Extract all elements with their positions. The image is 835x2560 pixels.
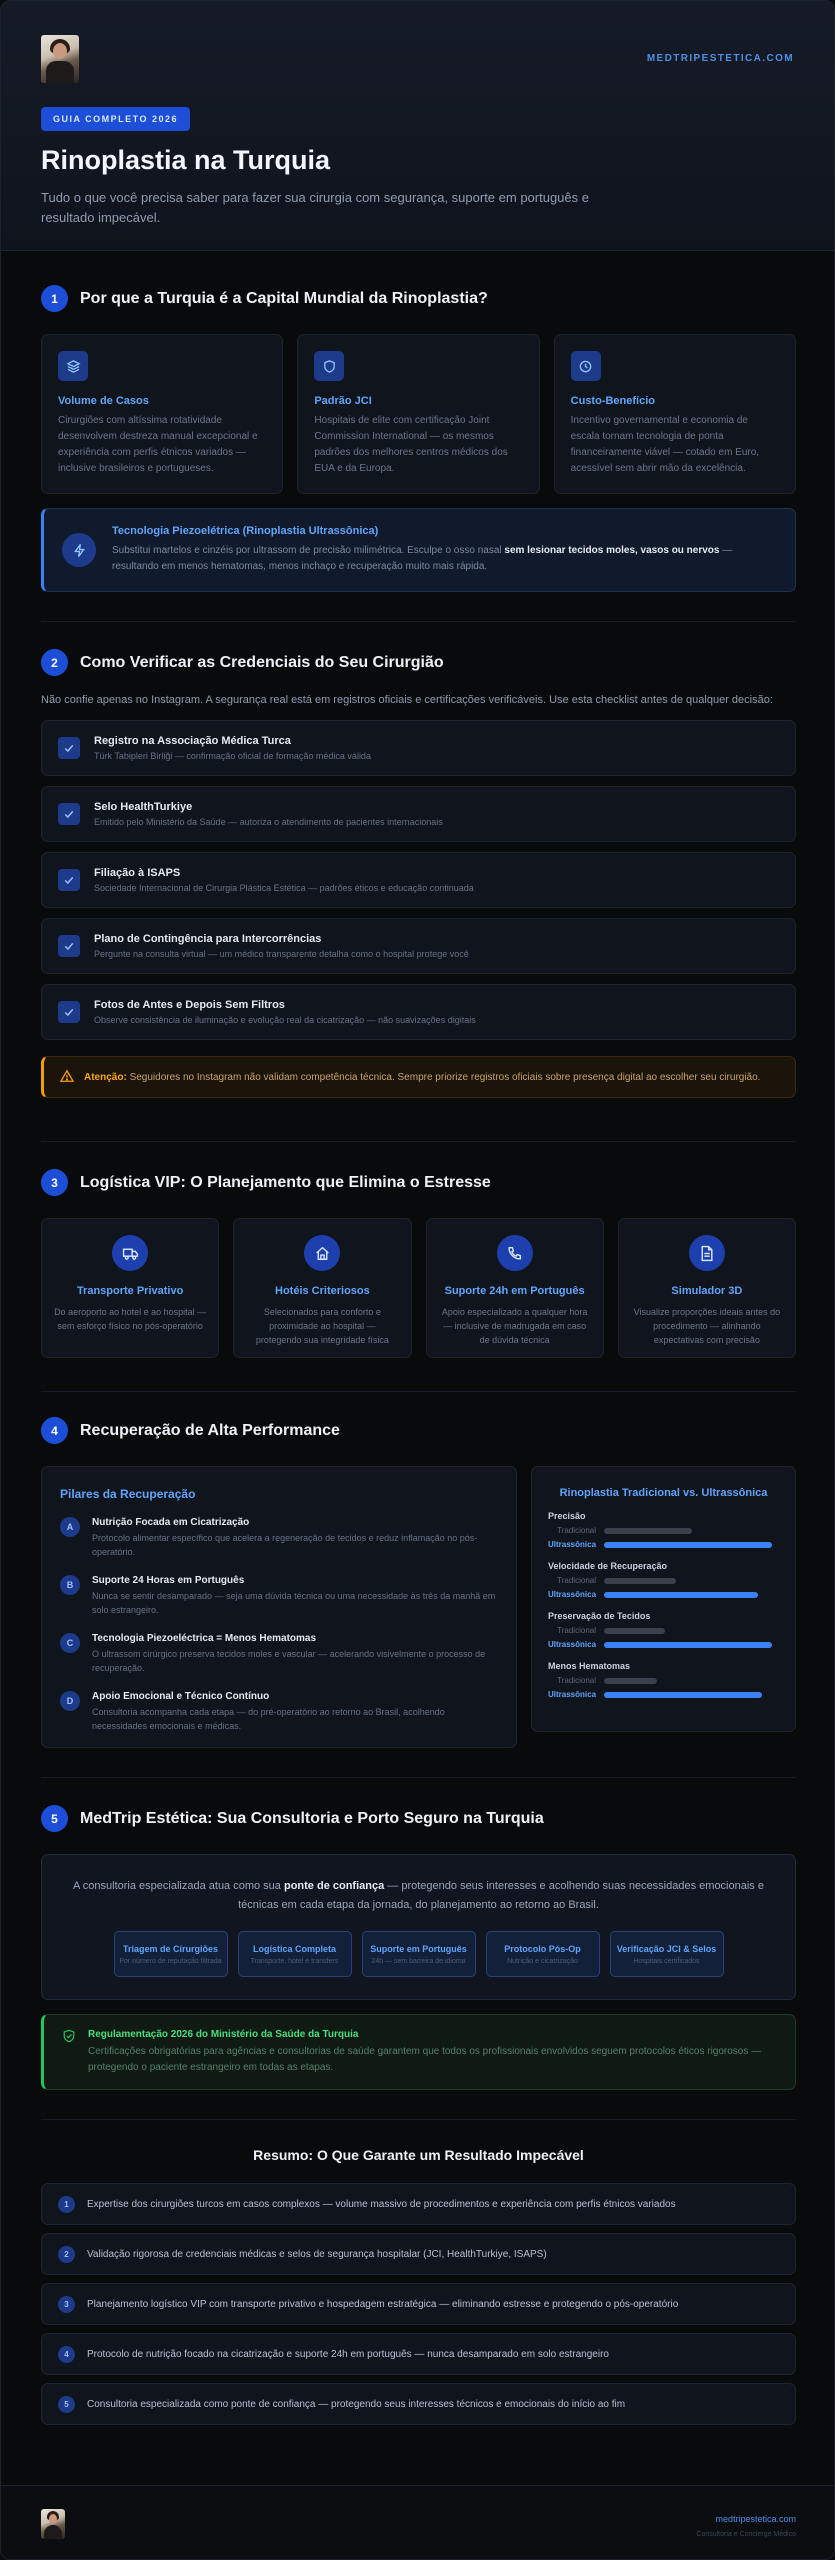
summary-item: [41, 2283, 796, 2325]
lightning-icon: [62, 533, 96, 567]
section-number: 5: [41, 1805, 68, 1832]
bar-tradicional: [604, 1578, 676, 1584]
comparison-title: Rinoplastia Tradicional vs. Ultrassônica: [559, 1487, 768, 1499]
metric-group: [548, 1611, 779, 1649]
divider: [41, 1777, 796, 1778]
pillar-item: [60, 1517, 498, 1559]
logistics-card-title: Suporte 24h em Português: [444, 1285, 585, 1297]
service-tag: Logística Completa Transporte, hotel e transfers: [238, 1931, 352, 1977]
checklist-item: [41, 852, 796, 908]
bar-tradicional: [604, 1628, 665, 1634]
hero-header: [1, 1, 834, 251]
section-number: 1: [41, 285, 68, 312]
divider: [41, 1391, 796, 1392]
checklist-text: Observe consistência de iluminação e evolução real da cicatrização — não suavizações digitais: [94, 1015, 476, 1025]
category-label: Preservação de Tecidos: [548, 1611, 651, 1621]
section-title: Recuperação de Alta Performance: [80, 1421, 340, 1439]
logistics-card-hotels: [233, 1218, 411, 1358]
logistics-card-text: Visualize proporções ideais antes do procedimento — alinhando expectativas com precisão: [633, 1307, 781, 1345]
shield-check-icon: [62, 2029, 76, 2075]
guide-badge: GUIA COMPLETO 2026: [41, 107, 190, 131]
section-number: 4: [41, 1417, 68, 1444]
layers-icon: [58, 351, 88, 381]
regulation-title: Regulamentação 2026 do Ministério da Saúde da Turquia: [88, 2029, 359, 2040]
pillars-title: Pilares da Recuperação: [60, 1487, 196, 1501]
bar-ultrassonica: [604, 1692, 762, 1698]
summary-number: 2: [58, 2246, 75, 2263]
checklist-title: Plano de Contingência para Intercorrências: [94, 933, 322, 945]
pillar-title: Nutrição Focada em Cicatrização: [92, 1517, 250, 1528]
summary-number: 3: [58, 2296, 75, 2313]
pillar-letter: D: [60, 1691, 80, 1711]
phone-icon: [497, 1235, 533, 1271]
checklist-title: Selo HealthTurkiye: [94, 801, 193, 813]
logistics-card-title: Hotéis Criteriosos: [275, 1285, 370, 1297]
checklist-text: Pergunte na consulta virtual — um médico transparente detalha como o hospital protege você: [94, 949, 469, 959]
service-tag: Verificação JCI & Selos Hospitais certificados: [610, 1931, 724, 1977]
divider: [41, 2119, 796, 2120]
pillar-text: Nunca se sentir desamparado — seja uma dúvida técnica ou uma necessidade às três da manhã em solo estrangeiro.: [92, 1591, 496, 1615]
footer-avatar: [41, 2509, 65, 2539]
warning-text: Atenção: Seguidores no Instagram não validam competência técnica. Sempre priorize registros oficiais sobre presença digital ao escolher seu cirurgião.: [84, 1071, 761, 1083]
document-icon: [689, 1235, 725, 1271]
regulation-box: [41, 2014, 796, 2090]
checklist-title: Filiação à ISAPS: [94, 867, 181, 879]
summary-number: 5: [58, 2396, 75, 2413]
section-title: MedTrip Estética: Sua Consultoria e Porto Seguro na Turquia: [80, 1809, 544, 1827]
checklist-item: [41, 720, 796, 776]
feature-card-cost: [554, 334, 796, 494]
regulation-text: Certificações obrigatórias para agências e consultorias de saúde garantem que todos os profissionais envolvidos seguem protocolos éticos rigorosos — protegendo o paciente estrangeiro em todas as etapas.: [88, 2046, 762, 2073]
home-icon: [304, 1235, 340, 1271]
logistics-card-text: Do aeroporto ao hotel e ao hospital — sem esforço físico no pós-operatório: [54, 1307, 207, 1331]
summary-text: Consultoria especializada como ponte de confiança — protegendo seus interesses técnicos e emocionais do início ao fim: [87, 2398, 626, 2410]
divider: [41, 1141, 796, 1142]
comparison-chart: [548, 1511, 779, 1699]
category-label: Menos Hematomas: [548, 1661, 631, 1671]
pillar-text: Consultoria acompanha cada etapa — do pré-operatório ao retorno ao Brasil, acolhendo necessidades emocionais e médicas.: [92, 1707, 445, 1731]
feature-card-text: Cirurgiões com altíssima rotatividade desenvolvem destreza manual excepcional e experiência com perfis étnicos variados — inclusive brasileiros e portugueses.: [58, 415, 258, 474]
section-title: Como Verificar as Credenciais do Seu Cirurgião: [80, 653, 444, 671]
bar-ultrassonica: [604, 1592, 758, 1598]
series-label: Tradicional: [557, 1676, 596, 1685]
section-title: Logística VIP: O Planejamento que Elimina o Estresse: [80, 1173, 491, 1191]
consultancy-text: A consultoria especializada atua como sua ponte de confiança — protegendo seus interesses e acolhendo suas necessidades emocionais e técnicas em cada etapa da jornada, do planejamento ao retorno ao Brasil.: [73, 1880, 764, 1911]
brand-link[interactable]: MEDTRIPESTETICA.COM: [646, 53, 794, 64]
bar-ultrassonica: [604, 1542, 772, 1548]
service-tag: Suporte em Português 24h — sem barreira de idioma: [362, 1931, 476, 1977]
series-label: Ultrassônica: [548, 1640, 597, 1649]
series-label: Tradicional: [557, 1576, 596, 1585]
consultancy-box: [41, 1854, 796, 2000]
checklist-item: [41, 984, 796, 1040]
divider: [41, 621, 796, 622]
section-number: 3: [41, 1169, 68, 1196]
pillar-letter: B: [60, 1575, 80, 1595]
logistics-card-text: Apoio especializado a qualquer hora — inclusive de madrugada em caso de dúvida técnica: [441, 1307, 588, 1345]
check-icon: [58, 1001, 80, 1023]
checklist-item: [41, 786, 796, 842]
page-title: Rinoplastia na Turquia: [41, 145, 331, 175]
service-tag: Triagem de Cirurgiões Por número de reputação filtrada: [114, 1931, 228, 1977]
summary-text: Protocolo de nutrição focado na cicatrização e suporte 24h em português — nunca desamparado em solo estrangeiro: [87, 2348, 609, 2360]
summary-number: 1: [58, 2196, 75, 2213]
check-icon: [58, 935, 80, 957]
category-label: Velocidade de Recuperação: [548, 1561, 668, 1571]
service-tag: Protocolo Pós-Op Nutrição e cicatrização: [486, 1931, 600, 1977]
section-logistics: [41, 1169, 796, 1358]
footer-tagline: Consultoria e Concierge Médico: [696, 2531, 796, 2538]
summary-item: [41, 2233, 796, 2275]
pillar-title: Suporte 24 Horas em Português: [92, 1575, 245, 1586]
section-recovery: [41, 1417, 796, 1748]
highlight-title: Tecnologia Piezoelétrica (Rinoplastia Ultrassônica): [112, 525, 379, 537]
shield-icon: [314, 351, 344, 381]
piezo-highlight: [41, 508, 796, 592]
metric-group: [548, 1661, 779, 1699]
section-intro: Não confie apenas no Instagram. A segurança real está em registros oficiais e certificações verificáveis. Use esta checklist antes de qualquer decisão:: [41, 694, 773, 706]
checklist-title: Fotos de Antes e Depois Sem Filtros: [94, 999, 285, 1011]
highlight-text: Substitui martelos e cinzéis por ultrassom de precisão milimétrica. Esculpe o osso nasal sem lesionar tecidos moles, vasos ou nervos — resultando em menos hematomas, menos inchaço e recuperação muito mais rápida.: [112, 545, 733, 572]
series-label: Ultrassônica: [548, 1690, 597, 1699]
pillar-item: [60, 1691, 498, 1733]
checklist-text: Türk Tabipleri Birliği — confirmação oficial de formação médica válida: [94, 751, 371, 761]
page-subtitle: Tudo o que você precisa saber para fazer sua cirurgia com segurança, suporte em português e resultado impecável.: [41, 190, 589, 225]
pillar-title: Tecnologia Piezoeléctrica = Menos Hematomas: [92, 1633, 317, 1644]
avatar: [41, 35, 79, 83]
checklist-item: [41, 918, 796, 974]
footer-site-link[interactable]: medtripestetica.com: [715, 2514, 796, 2524]
section-title: Por que a Turquia é a Capital Mundial da Rinoplastia?: [80, 289, 488, 307]
summary-item: [41, 2383, 796, 2425]
summary-number: 4: [58, 2346, 75, 2363]
summary-item: [41, 2183, 796, 2225]
warning-box: [41, 1056, 796, 1098]
feature-card-jci: [297, 334, 539, 494]
pillar-text: Protocolo alimentar específico que acelera a regeneração de tecidos e reduz inflamação no pós-operatório.: [92, 1533, 478, 1557]
logistics-card-title: Simulador 3D: [671, 1285, 743, 1297]
comparison-chart-card: [531, 1466, 796, 1732]
recovery-pillars-card: [41, 1466, 517, 1748]
logistics-card-simulator: [618, 1218, 796, 1358]
check-icon: [58, 869, 80, 891]
summary-text: Validação rigorosa de credenciais médicas e selos de segurança hospitalar (JCI, HealthTurkiye, ISAPS): [87, 2248, 547, 2260]
checklist-text: Sociedade Internacional de Cirurgia Plástica Estética — padrões éticos e educação continuada: [94, 883, 474, 893]
feature-card-text: Incentivo governamental e economia de escala tornam tecnologia de ponta financeiramente viável — cotado em Euro, acessível sem abrir mão da excelência.: [570, 415, 760, 474]
feature-card-title: Padrão JCI: [314, 395, 372, 407]
clock-icon: [571, 351, 601, 381]
section-number: 2: [41, 649, 68, 676]
bar-tradicional: [604, 1528, 692, 1534]
feature-card-text: Hospitais de elite com certificação Joint Commission International — os mesmos padrões dos melhores centros médicos dos EUA e da Europa.: [314, 415, 508, 474]
pillar-letter: A: [60, 1517, 80, 1537]
pillar-text: O ultrassom cirúrgico preserva tecidos moles e vascular — acelerando visivelmente o processo de recuperação.: [92, 1649, 486, 1673]
feature-card-volume: [41, 334, 283, 494]
pillar-letter: C: [60, 1633, 80, 1653]
logistics-card-title: Transporte Privativo: [76, 1285, 184, 1297]
checklist-title: Registro na Associação Médica Turca: [94, 735, 291, 747]
summary-item: [41, 2333, 796, 2375]
section-summary: [41, 2147, 796, 2425]
pillar-title: Apoio Emocional e Técnico Contínuo: [92, 1691, 270, 1702]
category-label: Precisão: [548, 1511, 586, 1521]
pillar-item: [60, 1633, 498, 1675]
series-label: Tradicional: [557, 1626, 596, 1635]
check-icon: [58, 803, 80, 825]
summary-text: Planejamento logístico VIP com transporte privativo e hospedagem estratégica — eliminando estresse e protegendo o pós-operatório: [87, 2298, 679, 2310]
summary-title: Resumo: O Que Garante um Resultado Impecável: [253, 2147, 584, 2163]
checklist-text: Emitido pelo Ministério da Saúde — autoriza o atendimento de pacientes internacionais: [94, 817, 443, 827]
logistics-card-support: [426, 1218, 604, 1358]
bar-tradicional: [604, 1678, 657, 1684]
feature-card-title: Volume de Casos: [58, 395, 149, 407]
warning-icon: [60, 1069, 74, 1086]
footer: [1, 2485, 835, 2560]
pillar-item: [60, 1575, 498, 1617]
series-label: Tradicional: [557, 1526, 596, 1535]
section-medtrip: [41, 1805, 796, 2090]
metric-group: [548, 1511, 779, 1549]
summary-text: Expertise dos cirurgiões turcos em casos complexos — volume massivo de procedimentos e experiência com perfis étnicos variados: [87, 2198, 676, 2210]
series-label: Ultrassônica: [548, 1540, 597, 1549]
feature-card-title: Custo-Benefício: [570, 395, 655, 407]
logistics-card-transport: [41, 1218, 219, 1358]
logistics-card-text: Selecionados para conforto e proximidade ao hospital — protegendo sua integridade física: [255, 1307, 389, 1345]
section-why-turkey: [41, 285, 796, 592]
metric-group: [548, 1561, 779, 1599]
bar-ultrassonica: [604, 1642, 772, 1648]
section-credentials: [41, 649, 796, 1098]
check-icon: [58, 737, 80, 759]
series-label: Ultrassônica: [548, 1590, 597, 1599]
truck-icon: [112, 1235, 148, 1271]
